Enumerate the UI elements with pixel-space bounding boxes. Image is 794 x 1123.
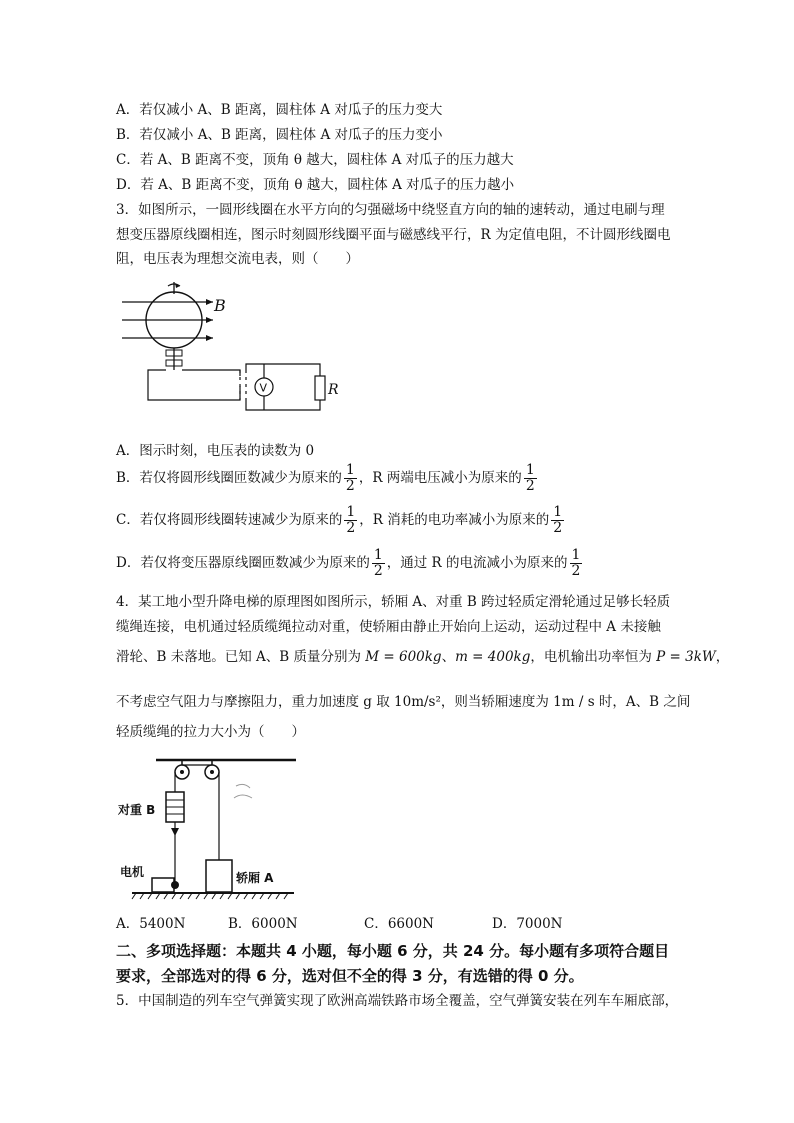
- cabin-label: 轿厢 A: [236, 871, 274, 885]
- resistor-label: R: [328, 382, 339, 398]
- q4-elevator-figure: [116, 752, 306, 907]
- q2-option-d: D．若 A、B 距离不变，顶角 θ 越大，圆柱体 A 对瓜子的压力越小: [116, 177, 515, 193]
- field-label-b: B: [214, 296, 226, 315]
- q4-stem-line-1: 4．某工地小型升降电梯的原理图如图所示，轿厢 A、对重 B 跨过轻质定滑轮通过足够长轻质: [116, 594, 671, 610]
- motor-label: 电机: [120, 865, 145, 879]
- q4-option-b: B．6000N: [228, 916, 298, 932]
- q3-stem-line-3: 阻，电压表为理想交流电表，则（ ）: [116, 251, 359, 267]
- counterweight-label: 对重 B: [118, 803, 156, 817]
- q3-option-d: D．若仅将变压器原线圈匝数减少为原来的 $\frac{1}{2}$ ，通过 R 的电流减小为原来的 $\frac{1}{2}$: [116, 547, 581, 579]
- q4-option-d: D．7000N: [492, 916, 563, 932]
- q4-option-a: A．5400N: [116, 916, 186, 932]
- q4-options: [116, 915, 563, 933]
- section-2-heading-line-1: 二、多项选择题：本题共 4 小题，每小题 6 分，共 24 分。每小题有多项符合题目: [116, 942, 670, 960]
- q5-stem-line-1: 5．中国制造的列车空气弹簧实现了欧洲高端铁路市场全覆盖，空气弹簧安装在列车车厢底部，: [116, 993, 679, 1009]
- voltmeter-label: V: [259, 381, 268, 395]
- q4-stem-line-2: 缆绳连接，电机通过轻质缆绳拉动对重，使轿厢由静止开始向上运动，运动过程中 A 未接触: [116, 619, 661, 635]
- q3-coil-circuit-figure: [118, 280, 358, 430]
- q3-option-a: A．图示时刻，电压表的读数为 0: [116, 443, 315, 459]
- q4-stem-line-5: 轻质缆绳的拉力大小为（ ）: [116, 724, 305, 740]
- q4-stem-line-3: 滑轮、B 未落地。已知 A、B 质量分别为 M = 600kg、m = 400kg，电机输出功率恒为 P = 3kW，: [116, 649, 730, 665]
- section-2-heading-line-2: 要求，全部选对的得 6 分，选对但不全的得 3 分，有选错的得 0 分。: [116, 967, 584, 985]
- q3-stem-line-2: 想变压器原线圈相连，图示时刻圆形线圈平面与磁感线平行，R 为定值电阻，不计圆形线圈电: [116, 227, 671, 243]
- q2-option-b: B．若仅减小 A、B 距离，圆柱体 A 对瓜子的压力变小: [116, 127, 443, 143]
- q3-stem-line-1: 3．如图所示，一圆形线圈在水平方向的匀强磁场中绕竖直方向的轴的速转动，通过电刷与理: [116, 202, 665, 218]
- q2-option-c: C．若 A、B 距离不变，顶角 θ 越大，圆柱体 A 对瓜子的压力越大: [116, 152, 514, 168]
- q4-stem-line-4: 不考虑空气阻力与摩擦阻力，重力加速度 g 取 10m/s²，则当轿厢速度为 1m / s 时，A、B 之间: [116, 694, 691, 710]
- q3-option-b: B．若仅将圆形线圈匝数减少为原来的 $\frac{1}{2}$ ，R 两端电压减小为原来的 $\frac{1}{2}$: [116, 462, 535, 494]
- q2-option-a: A．若仅减小 A、B 距离，圆柱体 A 对瓜子的压力变大: [116, 102, 443, 118]
- q4-option-c: C．6600N: [364, 916, 434, 932]
- q3-option-c: C．若仅将圆形线圈转速减少为原来的 $\frac{1}{2}$ ，R 消耗的电功率减小为原来的 $\frac{1}{2}$: [116, 504, 563, 536]
